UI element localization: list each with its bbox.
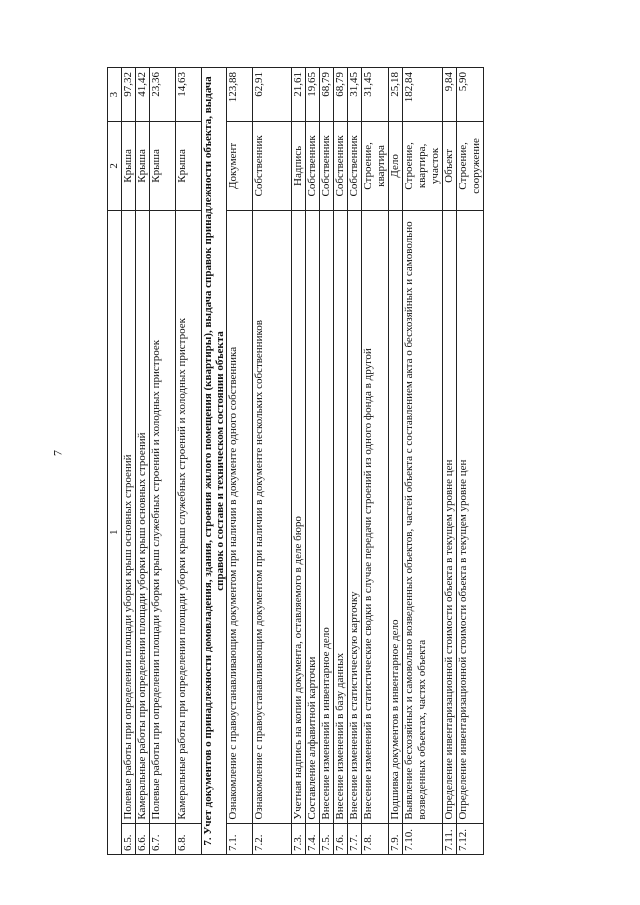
row-price: 68,79 (334, 68, 348, 122)
price-table (107, 67, 484, 855)
row-name: Подшивка документов в инвентарное дело (389, 210, 403, 823)
row-code: 6.8. (176, 823, 202, 854)
table-row (150, 68, 176, 855)
row-name: Камеральные работы при определении площади уборки крыш основных строений (136, 210, 150, 823)
row-code: 6.7. (150, 823, 176, 854)
row-code: 7.7. (348, 823, 362, 854)
row-unit: Собственник (320, 122, 334, 210)
section-title: 7. Учет документов о принадлежности домовладения, здания, строения жилого помещения (квартиры), выдача справок принадлежности объекта, выдача справок о составе и техническом состоянии объекта (202, 68, 227, 855)
row-code: 7.11. (443, 823, 457, 854)
row-code: 7.2. (253, 823, 292, 854)
table-row (122, 68, 136, 855)
row-code: 6.6. (136, 823, 150, 854)
row-code: 7.1. (227, 823, 253, 854)
row-unit: Крыша (150, 122, 176, 210)
row-price: 23,36 (150, 68, 176, 122)
row-price: 62,91 (253, 68, 292, 122)
row-name: Определение инвентаризационной стоимости объекта в текущем уровне цен (457, 210, 484, 823)
row-name: Внесение изменений в инвентарное дело (320, 210, 334, 823)
row-code: 7.10. (403, 823, 443, 854)
row-unit: Собственник (334, 122, 348, 210)
table-row (443, 68, 457, 855)
row-code: 6.5. (122, 823, 136, 854)
row-name: Учетная надпись на копии документа, оставляемого в деле бюро (292, 210, 306, 823)
row-unit: Документ (227, 122, 253, 210)
table-row (253, 68, 292, 855)
table-row (227, 68, 253, 855)
row-price: 68,79 (320, 68, 334, 122)
row-price: 97,32 (122, 68, 136, 122)
table-row (320, 68, 334, 855)
row-code: 7.9. (389, 823, 403, 854)
row-name: Ознакомление с правоустанавливающим документом при наличии в документе нескольких собственников (253, 210, 292, 823)
row-unit: Надпись (292, 122, 306, 210)
row-unit: Крыша (176, 122, 202, 210)
row-price: 19,65 (306, 68, 320, 122)
row-name: Составление алфавитной карточки (306, 210, 320, 823)
table-row (334, 68, 348, 855)
table-header-row (108, 68, 122, 855)
row-price: 182,84 (403, 68, 443, 122)
rotated-table-scan (107, 67, 592, 855)
row-name: Определение инвентаризационной стоимости объекта в текущем уровне цен (443, 210, 457, 823)
row-code: 7.4. (306, 823, 320, 854)
table-row (362, 68, 389, 855)
table-row (348, 68, 362, 855)
row-price: 9,84 (443, 68, 457, 122)
row-name: Ознакомление с правоустанавливающим документом при наличии в документе одного собственника (227, 210, 253, 823)
column-header-3: 3 (108, 68, 122, 122)
row-unit: Собственник (348, 122, 362, 210)
row-price: 31,45 (348, 68, 362, 122)
row-unit: Строение, квартира, участок (403, 122, 443, 210)
table-body-top (122, 68, 202, 855)
row-price: 25,18 (389, 68, 403, 122)
row-price: 21,61 (292, 68, 306, 122)
row-unit: Объект (443, 122, 457, 210)
row-name: Внесение изменений в статистическую карточку (348, 210, 362, 823)
row-name: Внесение изменений в статистические сводки в случае передачи строений из одного фонда в другой (362, 210, 389, 823)
row-code: 7.3. (292, 823, 306, 854)
table-row (306, 68, 320, 855)
row-unit: Крыша (122, 122, 136, 210)
row-code: 7.5. (320, 823, 334, 854)
table-row (136, 68, 150, 855)
row-name: Полевые работы при определении площади уборки крыш основных строений (122, 210, 136, 823)
row-unit: Строение, сооружение (457, 122, 484, 210)
table-row (176, 68, 202, 855)
row-unit: Строение, квартира (362, 122, 389, 210)
row-code: 7.8. (362, 823, 389, 854)
row-price: 123,88 (227, 68, 253, 122)
row-price: 31,45 (362, 68, 389, 122)
column-header-1: 1 (108, 210, 122, 854)
row-code: 7.6. (334, 823, 348, 854)
table-row (403, 68, 443, 855)
row-name: Внесение изменений в базу данных (334, 210, 348, 823)
row-price: 41,42 (136, 68, 150, 122)
page-number: 7 (50, 450, 65, 456)
table-row (457, 68, 484, 855)
section-7-title-row (202, 68, 227, 855)
table-row (389, 68, 403, 855)
row-unit: Крыша (136, 122, 150, 210)
row-code: 7.12. (457, 823, 484, 854)
row-unit: Собственник (253, 122, 292, 210)
row-unit: Дело (389, 122, 403, 210)
row-name: Полевые работы при определении площади уборки крыш служебных строений и холодных пристроек (150, 210, 176, 823)
row-name: Выявление бесхозяйных и самовольно возведенных объектов, частей объекта с составлением акта о бесхозяйных и самовольно возведенных объектах, частях объекта (403, 210, 443, 823)
table-body-bottom (227, 68, 484, 855)
column-header-2: 2 (108, 122, 122, 210)
row-name: Камеральные работы при определении площади уборки крыш служебных строений и холодных пристроек (176, 210, 202, 823)
row-price: 5,90 (457, 68, 484, 122)
row-unit: Собственник (306, 122, 320, 210)
table-row (292, 68, 306, 855)
row-price: 14,63 (176, 68, 202, 122)
